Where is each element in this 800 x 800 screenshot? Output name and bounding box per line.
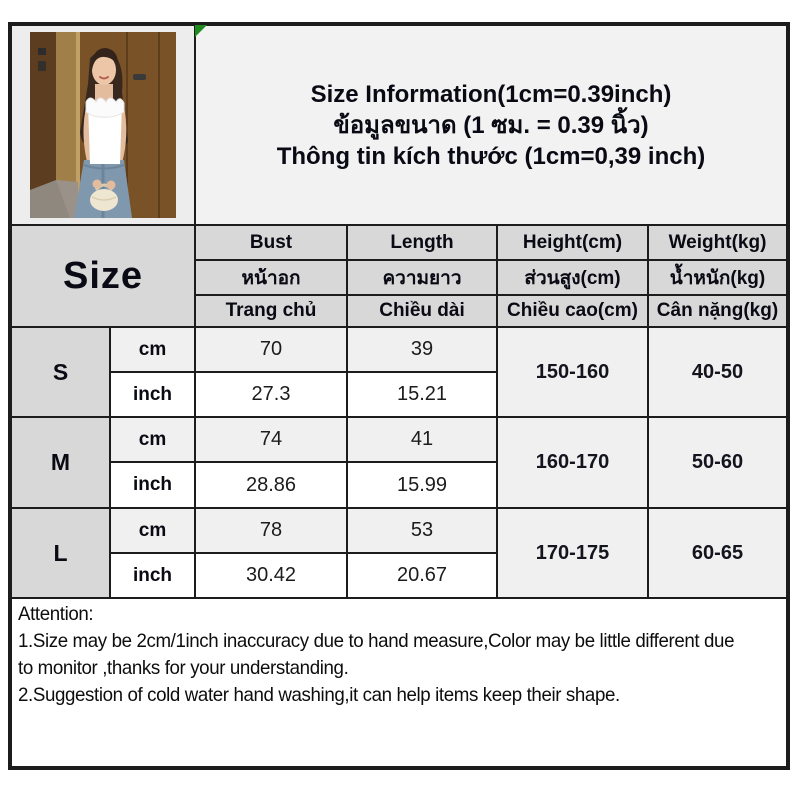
title-line-thai: ข้อมูลขนาด (1 ซม. = 0.39 นิ้ว) bbox=[333, 111, 649, 139]
col-header-weight-en: Weight(kg) bbox=[648, 225, 787, 260]
s-weight-range: 40-50 bbox=[648, 327, 787, 417]
unit-label-cm-m: cm bbox=[110, 417, 195, 462]
attention-notes-cell bbox=[11, 598, 787, 767]
col-header-length-th: ความยาว bbox=[347, 260, 497, 295]
l-length-inch: 20.67 bbox=[347, 553, 497, 598]
green-corner-marker-icon bbox=[195, 25, 207, 37]
unit-label-inch-l: inch bbox=[110, 553, 195, 598]
title-line-vietnamese: Thông tin kích thước (1cm=0,39 inch) bbox=[276, 142, 706, 170]
size-column-header: Size bbox=[11, 225, 195, 327]
title-line-english: Size Information(1cm=0.39inch) bbox=[310, 80, 672, 108]
l-length-cm: 53 bbox=[347, 508, 497, 553]
attention-heading: Attention: bbox=[18, 603, 94, 625]
size-label-s: S bbox=[11, 327, 110, 417]
m-length-inch: 15.99 bbox=[347, 462, 497, 508]
s-height-range: 150-160 bbox=[497, 327, 648, 417]
size-chart-table bbox=[8, 22, 790, 770]
col-header-bust-th: หน้าอก bbox=[195, 260, 347, 295]
col-header-weight-th: น้ำหนัก(kg) bbox=[648, 260, 787, 295]
size-info-title-block bbox=[195, 25, 787, 225]
m-weight-range: 50-60 bbox=[648, 417, 787, 508]
col-header-height-th: ส่วนสูง(cm) bbox=[497, 260, 648, 295]
unit-label-inch-s: inch bbox=[110, 372, 195, 417]
s-length-inch: 15.21 bbox=[347, 372, 497, 417]
unit-label-cm-l: cm bbox=[110, 508, 195, 553]
model-photo-cell bbox=[11, 25, 195, 225]
size-label-m: M bbox=[11, 417, 110, 508]
m-height-range: 160-170 bbox=[497, 417, 648, 508]
col-header-bust-vi: Trang chủ bbox=[195, 295, 347, 327]
size-label-l: L bbox=[11, 508, 110, 598]
col-header-height-vi: Chiều cao(cm) bbox=[497, 295, 648, 327]
m-length-cm: 41 bbox=[347, 417, 497, 462]
col-header-bust-en: Bust bbox=[195, 225, 347, 260]
col-header-length-vi: Chiều dài bbox=[347, 295, 497, 327]
l-height-range: 170-175 bbox=[497, 508, 648, 598]
col-header-length-en: Length bbox=[347, 225, 497, 260]
attention-note-2: 2.Suggestion of cold water hand washing,it can help items keep their shape. bbox=[18, 684, 620, 706]
s-length-cm: 39 bbox=[347, 327, 497, 372]
s-bust-inch: 27.3 bbox=[195, 372, 347, 417]
attention-note-1: 1.Size may be 2cm/1inch inaccuracy due to hand measure,Color may be little different due to monitor ,thanks for your understanding. bbox=[18, 630, 735, 679]
s-bust-cm: 70 bbox=[195, 327, 347, 372]
col-header-weight-vi: Cân nặng(kg) bbox=[648, 295, 787, 327]
unit-label-cm-s: cm bbox=[110, 327, 195, 372]
unit-label-inch-m: inch bbox=[110, 462, 195, 508]
l-bust-cm: 78 bbox=[195, 508, 347, 553]
m-bust-cm: 74 bbox=[195, 417, 347, 462]
l-bust-inch: 30.42 bbox=[195, 553, 347, 598]
model-photo bbox=[30, 31, 176, 219]
col-header-height-en: Height(cm) bbox=[497, 225, 648, 260]
m-bust-inch: 28.86 bbox=[195, 462, 347, 508]
l-weight-range: 60-65 bbox=[648, 508, 787, 598]
